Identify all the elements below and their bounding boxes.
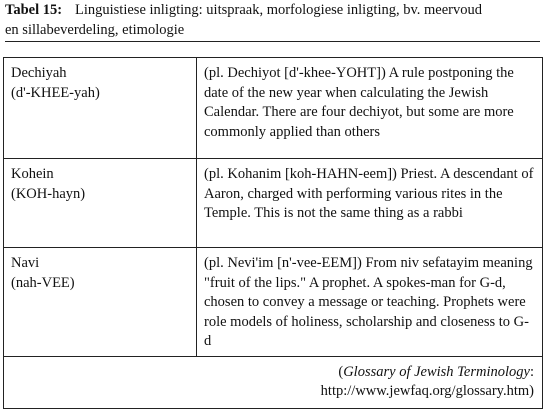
table-row <box>4 58 543 159</box>
term: Dechiyah <box>11 65 67 81</box>
definition-cell: (pl. Kohanim [koh-HAHN-eem]) Priest. A descendant of Aaron, charged with performing various rites in the Temple. This is not the same thing as a rabbi <box>197 159 543 248</box>
term-cell <box>4 159 197 248</box>
term-cell <box>4 58 197 159</box>
definition-cell: (pl. Dechiyot [d'-khee-YOHT]) A rule postponing the date of the new year when calculating the Jewish Calendar. There are four dechiyot, but some are more commonly applied than others <box>197 58 543 159</box>
pronunciation: (nah-VEE) <box>11 274 75 291</box>
source-cell: (Glossary of Jewish Terminology: http://www.jewfaq.org/glossary.htm) <box>4 356 543 408</box>
term: Kohein <box>11 166 54 182</box>
source-url[interactable]: http://www.jewfaq.org/glossary.htm <box>320 383 530 399</box>
term-cell <box>4 248 197 357</box>
table-number: Tabel 15: <box>5 2 63 18</box>
table-row <box>4 159 543 248</box>
pronunciation: (d'-KHEE-yah) <box>11 84 100 101</box>
source-row <box>4 356 543 408</box>
table-caption <box>5 0 545 40</box>
table-row <box>4 248 543 357</box>
caption-rule <box>5 41 540 42</box>
definition-cell: (pl. Nevi'im [n'-vee-EEM]) From niv sefatayim meaning "fruit of the lips." A prophet. A spokes-man for G-d, chosen to convey a message or teaching. Prophets were role models of holiness, scholarship and closeness to G-d <box>197 248 543 357</box>
caption-text-line2: en sillabeverdeling, etimologie <box>5 22 185 38</box>
caption-text-line1: Linguistiese inligting: uitspraak, morfologiese inligting, bv. meervoud <box>75 2 483 18</box>
source-title: Glossary of Jewish Terminology <box>343 363 530 380</box>
glossary-table <box>3 57 543 409</box>
term: Navi <box>11 255 40 271</box>
pronunciation: (KOH-hayn) <box>11 185 86 202</box>
